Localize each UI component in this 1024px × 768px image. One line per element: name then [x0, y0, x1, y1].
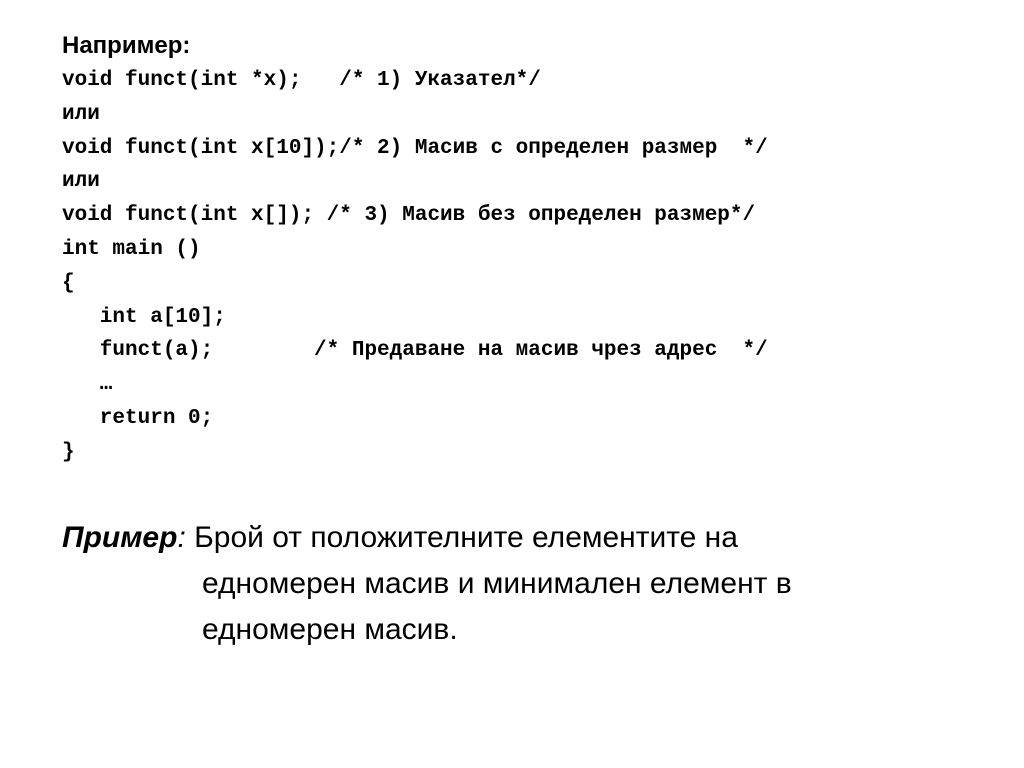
example-colon: :: [177, 521, 186, 554]
code-block: [62, 64, 768, 470]
code-line: {: [62, 271, 75, 295]
code-line: void funct(int *x); /* 1) Указател*/: [62, 69, 541, 92]
code-line: funct(a); /* Предаване на масив чрез адрес */: [62, 339, 768, 363]
example-row-1: [62, 515, 962, 561]
code-line: …: [62, 373, 113, 397]
code-line: return 0;: [62, 406, 214, 430]
code-line: int main (): [62, 237, 201, 261]
heading: Например:: [62, 32, 191, 59]
example-text-line-3: едномерен масив.: [202, 613, 458, 646]
code-line: int a[10];: [62, 305, 226, 329]
example-text-line-2: едномерен масив и минимален елемент в: [202, 567, 792, 600]
code-line: void funct(int x[10]);/* 2) Масив с определен размер */: [62, 136, 768, 160]
code-line: void funct(int x[]); /* 3) Масив без определен размер*/: [62, 204, 756, 228]
code-line: или: [62, 170, 100, 194]
code-line: }: [62, 440, 75, 464]
example-label: Пример: [62, 521, 178, 554]
example-paragraph: [62, 515, 962, 653]
code-line: или: [62, 102, 100, 126]
example-text-line-1: Брой от положителните елементите на: [185, 521, 738, 554]
